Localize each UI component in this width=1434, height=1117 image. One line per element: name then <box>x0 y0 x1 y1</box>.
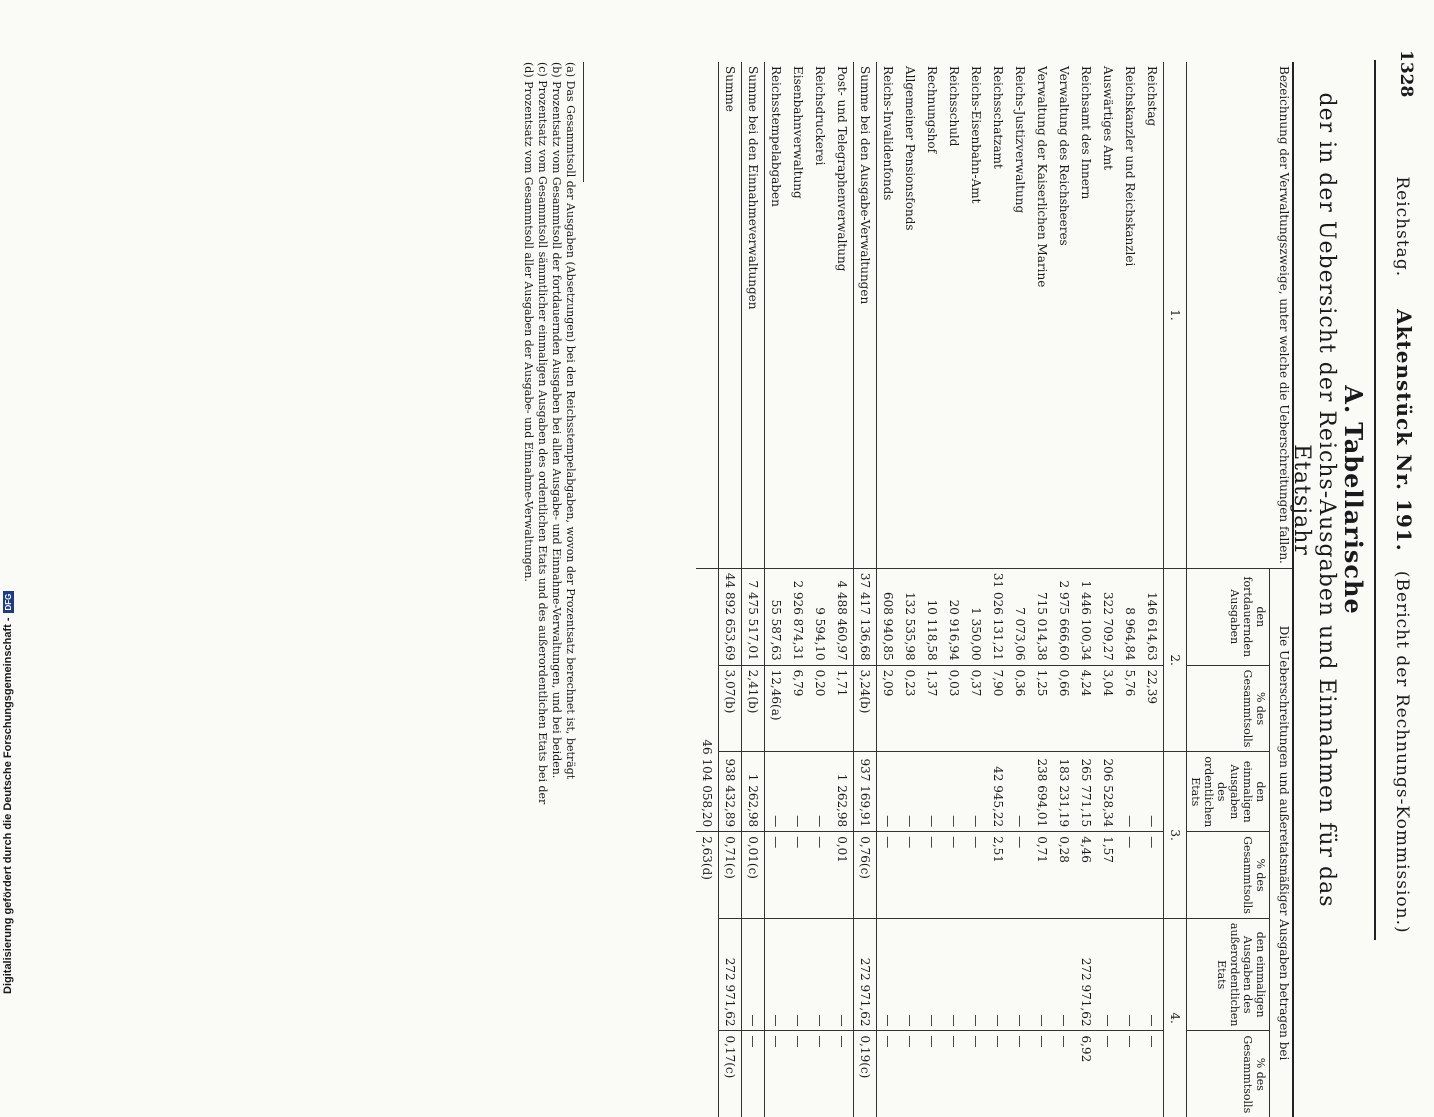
footnotes <box>521 62 584 962</box>
cell-einmalig-ordentlich-pct: 0,28 <box>1053 832 1075 919</box>
cell-einmalig-ausserordentlich-pct: — <box>1053 1031 1075 1117</box>
row-label: Reichsschuld <box>947 66 961 147</box>
cell-einmalig-ausserordentlich: — <box>921 918 943 1031</box>
row-label: Auswärtiges Amt <box>1101 66 1115 170</box>
row-label: Reichs-Justizverwaltung <box>1013 66 1027 214</box>
cell-einmalig-ordentlich-pct: — <box>943 832 965 919</box>
cell-fortdauernd-pct: 22,39 <box>1141 665 1164 752</box>
cell-einmalig-ausserordentlich: — <box>765 918 788 1031</box>
table-row <box>965 62 987 1117</box>
table-row <box>1119 62 1141 1117</box>
cell-einmalig-ordentlich: 183 231,19 <box>1053 752 1075 832</box>
cell-einmalig-ausserordentlich: — <box>831 918 854 1031</box>
cell-fortdauernd-pct: 4,24 <box>1075 665 1097 752</box>
cell-einmalig-ordentlich-pct: — <box>921 832 943 919</box>
header-c2-pct: % des Gesammtsolls <box>1187 665 1270 752</box>
col-number-2: 2. <box>1164 568 1187 752</box>
cell-einmalig-ausserordentlich: — <box>1009 918 1031 1031</box>
table-row <box>1075 62 1097 1117</box>
cell-fortdauernd: 44 892 653,69 <box>719 568 742 665</box>
cell-einmalig-ausserordentlich: — <box>965 918 987 1031</box>
cell-einmalig-ausserordentlich-pct: 0,17(c) <box>719 1031 742 1117</box>
cell-einmalig-ordentlich-pct: — <box>877 832 900 919</box>
cell-einmalig-ausserordentlich-pct: — <box>1119 1031 1141 1117</box>
cell-fortdauernd: 1 350,00 <box>965 568 987 665</box>
group-header: Die Ueberschreitungen und außeretatsmäßiger Ausgaben betragen bei <box>1270 568 1294 1117</box>
cell-einmalig-ordentlich-pct: — <box>965 832 987 919</box>
table-row <box>1097 62 1119 1117</box>
cell-fortdauernd-pct: 7,90 <box>987 665 1009 752</box>
cell-fortdauernd: 2 975 666,60 <box>1053 568 1075 665</box>
table-row <box>899 62 921 1117</box>
cell-fortdauernd: 146 614,63 <box>1141 568 1164 665</box>
cell-einmalig-ausserordentlich-pct: — <box>987 1031 1009 1117</box>
cell-fortdauernd-pct: 0,23 <box>899 665 921 752</box>
cell-fortdauernd-pct: 1,71 <box>831 665 854 752</box>
cell-fortdauernd-pct: 0,37 <box>965 665 987 752</box>
cell-einmalig-ordentlich-pct: 0,71(c) <box>719 832 742 919</box>
header-c4: den einmaligen Ausgaben des außerordentlichen Etats <box>1187 918 1270 1031</box>
cell-fortdauernd: 715 014,38 <box>1031 568 1053 665</box>
cell-einmalig-ausserordentlich-pct: — <box>877 1031 900 1117</box>
cell-einmalig-ordentlich: — <box>921 752 943 832</box>
running-head-right: (Bericht der Rechnungs-Kommission.) <box>1392 570 1412 934</box>
cell-einmalig-ordentlich-pct: 0,01 <box>831 832 854 919</box>
cell-einmalig-ordentlich: 206 528,34 <box>1097 752 1119 832</box>
cell-einmalig-ordentlich: 1 262,98 <box>742 752 765 832</box>
cell-einmalig-ordentlich-pct: 1,57 <box>1097 832 1119 919</box>
cell-einmalig-ausserordentlich: — <box>787 918 809 1031</box>
page-header <box>1386 50 1416 950</box>
cell-einmalig-ordentlich: 42 945,22 <box>987 752 1009 832</box>
table-row <box>809 62 831 1117</box>
row-label: Reichstag <box>1145 66 1159 127</box>
row-label: Summe <box>719 62 742 568</box>
cell-einmalig-ordentlich: 1 262,98 <box>831 752 854 832</box>
grand-total-value: 46 104 058,20 <box>696 568 719 831</box>
footnote-c: (c) Prozentsatz vom Gesammtsoll sämmtlicher einmaligen Ausgaben des ordentlichen Etats und des außerordentlichen Etats bei der <box>536 62 549 805</box>
table-row <box>1031 62 1053 1117</box>
cell-fortdauernd-pct: 5,76 <box>1119 665 1141 752</box>
cell-einmalig-ausserordentlich: — <box>742 918 765 1031</box>
col-number-1: 1. <box>1164 62 1187 568</box>
cell-einmalig-ausserordentlich-pct: — <box>899 1031 921 1117</box>
table-row <box>1053 62 1075 1117</box>
cell-einmalig-ordentlich-pct: — <box>1119 832 1141 919</box>
cell-einmalig-ordentlich: — <box>877 752 900 832</box>
cell-einmalig-ausserordentlich-pct: — <box>921 1031 943 1117</box>
cell-fortdauernd-pct: 0,66 <box>1053 665 1075 752</box>
cell-einmalig-ordentlich-pct: — <box>765 832 788 919</box>
cell-einmalig-ordentlich-pct: — <box>1141 832 1164 919</box>
row-label: Reichs-Eisenbahn-Amt <box>969 66 983 204</box>
cell-fortdauernd-pct: 3,24(b) <box>854 665 877 752</box>
sum-row-total <box>719 62 742 1117</box>
row-label: Reichskanzler und Reichskanzlei <box>1123 66 1137 267</box>
cell-einmalig-ordentlich: — <box>1009 752 1031 832</box>
cell-einmalig-ordentlich-pct: — <box>787 832 809 919</box>
cell-einmalig-ausserordentlich: — <box>987 918 1009 1031</box>
running-head <box>1392 160 1416 950</box>
cell-einmalig-ausserordentlich-pct: — <box>809 1031 831 1117</box>
grand-total-row <box>696 62 719 1117</box>
cell-fortdauernd-pct: 2,09 <box>877 665 900 752</box>
cell-einmalig-ordentlich: 937 169,91 <box>854 752 877 832</box>
table-body <box>696 62 1164 1117</box>
cell-einmalig-ordentlich-pct: — <box>809 832 831 919</box>
digitization-credit <box>2 0 14 994</box>
cell-fortdauernd: 1 446 100,34 <box>1075 568 1097 665</box>
table-row <box>787 62 809 1117</box>
cell-einmalig-ausserordentlich: — <box>1097 918 1119 1031</box>
header-rule <box>1374 60 1376 940</box>
cell-einmalig-ordentlich: — <box>765 752 788 832</box>
cell-einmalig-ausserordentlich: — <box>899 918 921 1031</box>
cell-einmalig-ausserordentlich: — <box>943 918 965 1031</box>
running-head-left: Reichstag. <box>1392 176 1412 278</box>
cell-fortdauernd: 132 535,98 <box>899 568 921 665</box>
cell-einmalig-ordentlich: 265 771,15 <box>1075 752 1097 832</box>
cell-fortdauernd: 322 709,27 <box>1097 568 1119 665</box>
cell-einmalig-ausserordentlich: 272 971,62 <box>719 918 742 1031</box>
page-number: 1328 <box>1396 50 1416 98</box>
header-c3: den einmaligen Ausgaben des ordentlichen Etats <box>1187 752 1270 832</box>
cell-einmalig-ordentlich-pct: 4,46 <box>1075 832 1097 919</box>
footnote-a: (a) Das Gesammtsoll der Ausgaben (Absetzungen) bei den Reichsstempelabgaben, wovon der Prozentsatz berechnet ist, beträgt <box>564 62 577 780</box>
cell-fortdauernd-pct: 12,46(a) <box>765 665 788 752</box>
cell-einmalig-ausserordentlich: — <box>1141 918 1164 1031</box>
cell-einmalig-ausserordentlich: 272 971,62 <box>854 918 877 1031</box>
row-label: Post- und Telegraphenverwaltung <box>831 62 854 568</box>
row-label: Summe bei den Ausgabe-Verwaltungen <box>854 62 877 568</box>
cell-einmalig-ausserordentlich-pct: — <box>765 1031 788 1117</box>
grand-total-spacer <box>696 62 719 568</box>
sum-row-ausgabe <box>854 62 877 1117</box>
cell-einmalig-ausserordentlich: 272 971,62 <box>1075 918 1097 1031</box>
row-label: Reichsamt des Innern <box>1079 66 1093 200</box>
cell-einmalig-ausserordentlich: — <box>1031 918 1053 1031</box>
cell-fortdauernd: 55 587,63 <box>765 568 788 665</box>
column-header-label: Bezeichnung der Verwaltungszweige, unter welche die Ueberschreitungen fallen. <box>1187 62 1294 568</box>
cell-fortdauernd: 8 964,84 <box>1119 568 1141 665</box>
row-label: Reichs-Invalidenfonds <box>881 66 895 201</box>
dfg-logo: DFG <box>3 591 14 614</box>
cell-fortdauernd: 9 594,10 <box>809 568 831 665</box>
cell-einmalig-ordentlich: — <box>1141 752 1164 832</box>
footnote-rule <box>583 62 584 182</box>
row-label: Verwaltung der Kaiserlichen Marine <box>1035 66 1049 288</box>
cell-einmalig-ausserordentlich-pct: — <box>787 1031 809 1117</box>
cell-einmalig-ordentlich: 238 694,01 <box>1031 752 1053 832</box>
cell-fortdauernd-pct: 0,36 <box>1009 665 1031 752</box>
cell-einmalig-ausserordentlich-pct: — <box>831 1031 854 1117</box>
table-row <box>921 62 943 1117</box>
page-title <box>1289 60 1368 940</box>
row-label: Rechnungshof <box>925 66 939 154</box>
cell-einmalig-ordentlich: — <box>1119 752 1141 832</box>
cell-fortdauernd-pct: 2,41(b) <box>742 665 765 752</box>
cell-fortdauernd: 4 488 460,97 <box>831 568 854 665</box>
table-row <box>831 62 854 1117</box>
cell-einmalig-ordentlich: — <box>809 752 831 832</box>
cell-einmalig-ausserordentlich-pct: — <box>965 1031 987 1117</box>
title-prefix: A. <box>1339 385 1368 415</box>
cell-fortdauernd: 10 118,58 <box>921 568 943 665</box>
footnote-d: (d) Prozentsatz vom Gesammtsoll aller Ausgaben der Ausgabe- und Einnahme-Verwaltungen. <box>522 62 535 582</box>
footnote-b: (b) Prozentsatz vom Gesammtsoll der fortdauernden Ausgaben bei allen Ausgabe- und Einnahme-Verwaltungen, und bei beiden. <box>550 62 563 779</box>
table-row <box>1009 62 1031 1117</box>
header-c3-pct: % des Gesammtsolls <box>1187 832 1270 919</box>
cell-fortdauernd: 7 475 517,01 <box>742 568 765 665</box>
cell-einmalig-ausserordentlich-pct: — <box>943 1031 965 1117</box>
cell-fortdauernd-pct: 0,20 <box>809 665 831 752</box>
cell-fortdauernd: 608 940,85 <box>877 568 900 665</box>
cell-einmalig-ausserordentlich-pct: 0,19(c) <box>854 1031 877 1117</box>
cell-fortdauernd-pct: 3,04 <box>1097 665 1119 752</box>
cell-einmalig-ausserordentlich-pct: — <box>1097 1031 1119 1117</box>
credit-text: Digitalisierung gefördert durch die Deutsche Forschungsgemeinschaft - <box>2 617 14 994</box>
cell-einmalig-ordentlich: — <box>965 752 987 832</box>
grand-total-pct: 2,63(d) <box>696 832 719 1117</box>
cell-einmalig-ordentlich: — <box>899 752 921 832</box>
cell-einmalig-ordentlich-pct: 0,71 <box>1031 832 1053 919</box>
cell-fortdauernd-pct: 1,25 <box>1031 665 1053 752</box>
cell-fortdauernd-pct: 6,79 <box>787 665 809 752</box>
cell-einmalig-ausserordentlich: — <box>809 918 831 1031</box>
cell-fortdauernd: 2 926 874,31 <box>787 568 809 665</box>
overrun-table <box>696 62 1294 1117</box>
title-main: Tabellarische <box>1339 422 1368 615</box>
row-label: Allgemeiner Pensionsfonds <box>903 66 917 231</box>
cell-fortdauernd: 20 916,94 <box>943 568 965 665</box>
cell-einmalig-ausserordentlich-pct: — <box>1031 1031 1053 1117</box>
cell-einmalig-ordentlich-pct: 0,76(c) <box>854 832 877 919</box>
row-label: Reichsdruckerei <box>813 66 827 166</box>
table-row <box>943 62 965 1117</box>
cell-fortdauernd: 7 073,06 <box>1009 568 1031 665</box>
cell-einmalig-ausserordentlich-pct: — <box>742 1031 765 1117</box>
cell-einmalig-ausserordentlich: — <box>1053 918 1075 1031</box>
cell-einmalig-ordentlich-pct: — <box>899 832 921 919</box>
header-c2: den fortdauernden Ausgaben <box>1187 568 1270 665</box>
col-number-3: 3. <box>1164 752 1187 919</box>
header-c4-pct: % des Gesammtsolls <box>1187 1031 1270 1117</box>
cell-fortdauernd: 31 026 131,21 <box>987 568 1009 665</box>
cell-fortdauernd: 37 417 136,68 <box>854 568 877 665</box>
row-label: Eisenbahnverwaltung <box>791 66 805 199</box>
table-row <box>987 62 1009 1117</box>
cell-fortdauernd-pct: 1,37 <box>921 665 943 752</box>
cell-einmalig-ordentlich: — <box>943 752 965 832</box>
row-label: Summe bei den Einnahmeverwaltungen <box>742 62 765 568</box>
cell-einmalig-ausserordentlich-pct: — <box>1141 1031 1164 1117</box>
cell-einmalig-ausserordentlich-pct: 6,92 <box>1075 1031 1097 1117</box>
cell-einmalig-ordentlich-pct: — <box>1009 832 1031 919</box>
cell-einmalig-ordentlich: 938 432,89 <box>719 752 742 832</box>
cell-einmalig-ausserordentlich-pct: — <box>1009 1031 1031 1117</box>
cell-einmalig-ordentlich-pct: 2,51 <box>987 832 1009 919</box>
row-label: Reichsschatzamt <box>991 66 1005 169</box>
col-number-4: 4. <box>1164 918 1187 1117</box>
table-row <box>877 62 900 1117</box>
cell-einmalig-ordentlich-pct: 0,01(c) <box>742 832 765 919</box>
cell-einmalig-ausserordentlich: — <box>1119 918 1141 1031</box>
sum-row-einnahme <box>742 62 765 1117</box>
document-number: Aktenstück Nr. 191. <box>1392 309 1416 552</box>
title-line2: der in der Uebersicht der Reichs-Ausgaben und Einnahmen für das Etatsjahr <box>1289 92 1339 908</box>
cell-einmalig-ordentlich: — <box>787 752 809 832</box>
row-label: Verwaltung des Reichsheeres <box>1057 66 1071 246</box>
table-row <box>1141 62 1164 1117</box>
table-row <box>765 62 788 1117</box>
row-label: Reichsstempelabgaben <box>769 66 783 207</box>
cell-fortdauernd-pct: 3,07(b) <box>719 665 742 752</box>
cell-fortdauernd-pct: 0,03 <box>943 665 965 752</box>
cell-einmalig-ausserordentlich: — <box>877 918 900 1031</box>
